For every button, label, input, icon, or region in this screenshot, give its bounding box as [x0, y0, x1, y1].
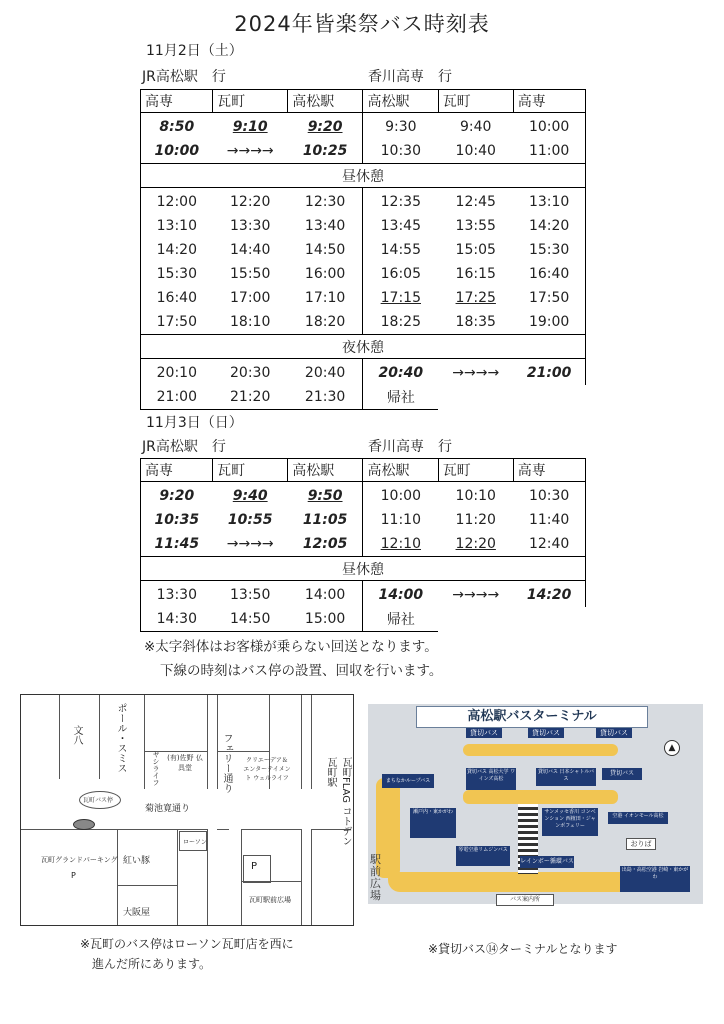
time-cell: 13:10: [141, 214, 213, 238]
map-kawaramachi-station: 瓦町FLAG コトデン瓦町駅: [325, 757, 351, 847]
time-cell: 11:20: [455, 512, 496, 528]
time-cell: 14:30: [141, 607, 213, 632]
time-cell: 13:50: [230, 587, 271, 603]
stop-label-11: 貸切バス 日本シャトルバス: [536, 768, 596, 786]
stop-label-3: 琴電空港リムジンバス: [456, 846, 510, 866]
time-cell: 19:00: [513, 310, 585, 335]
time-cell: 17:15: [380, 290, 421, 306]
time-cell: 21:00: [513, 359, 585, 386]
time-cell: 17:25: [455, 290, 496, 306]
north-arrow-icon: ▲: [664, 740, 680, 756]
time-cell: 10:40: [455, 143, 496, 159]
time-cell: 12:10: [380, 536, 421, 552]
time-cell: 16:05: [380, 266, 421, 282]
terminal-title: 高松駅バスターミナル: [416, 706, 648, 728]
table-row: [141, 581, 586, 608]
time-cell: 14:50: [288, 238, 363, 262]
map-osakaya: 大阪屋: [123, 908, 151, 918]
time-cell: 12:05: [288, 532, 363, 557]
day2-timetable: [140, 458, 586, 632]
time-cell: 10:10: [455, 488, 496, 504]
note-bold-italic: ※太字斜体はお客様が乗らない回送となります。: [144, 639, 438, 655]
kawaramachi-map: [20, 694, 354, 926]
time-cell: 12:35: [380, 194, 421, 210]
time-cell: 14:20: [141, 238, 213, 262]
table-row: [141, 532, 586, 557]
time-cell: 13:10: [513, 188, 585, 215]
time-cell: 17:00: [230, 290, 271, 306]
time-cell: 帰社: [363, 607, 438, 632]
header-cell: 瓦町: [213, 90, 288, 113]
time-cell: →→→→: [226, 143, 274, 159]
kashikiri-label-14: 貸切バス: [528, 728, 564, 738]
time-cell: 10:00: [513, 113, 585, 140]
time-cell: 14:20: [513, 581, 585, 608]
time-cell: 11:10: [380, 512, 421, 528]
time-cell: 帰社: [363, 385, 438, 410]
header-cell: 高専: [513, 90, 585, 113]
time-cell: 20:10: [141, 359, 213, 386]
time-cell: 12:40: [513, 532, 585, 557]
time-cell: 10:25: [288, 139, 363, 164]
time-cell: 15:00: [288, 607, 363, 632]
time-cell: 13:30: [230, 218, 271, 234]
time-cell: [513, 607, 585, 632]
day1-dest-right: 香川高専 行: [368, 69, 452, 85]
map-sano: (有)佐野 仏具堂: [167, 754, 203, 772]
map-akai-buta: 紅い豚: [123, 856, 151, 866]
day1-dest-left: JR高松駅 行: [142, 69, 226, 85]
time-cell: 14:50: [213, 607, 288, 632]
break-label: 夜休憩: [141, 335, 586, 359]
time-cell: 18:35: [455, 314, 496, 330]
time-cell: 9:40: [232, 488, 268, 504]
time-cell: 12:20: [230, 194, 271, 210]
stop-label-12: 貸切バス: [602, 768, 642, 780]
time-cell: 10:30: [513, 482, 585, 509]
header-cell: 瓦町: [438, 459, 513, 482]
header-cell: 高松駅: [288, 90, 363, 113]
time-cell: →→→→: [452, 587, 500, 603]
time-cell: 18:10: [230, 314, 271, 330]
table-row: [141, 508, 586, 532]
time-cell: 10:30: [380, 143, 421, 159]
map-kikuchi-street: 菊池寛通り: [145, 804, 191, 814]
time-cell: 10:00: [380, 488, 421, 504]
stop-label-9: 空港 イオンモール高松: [608, 812, 668, 824]
time-cell: 15:50: [230, 266, 271, 282]
time-cell: 9:10: [232, 119, 268, 135]
header-cell: 瓦町: [438, 90, 513, 113]
day2-date: 11月3日（日）: [146, 415, 243, 431]
time-cell: 13:40: [288, 214, 363, 238]
table-row: [141, 607, 586, 632]
day1-date: 11月2日（土）: [146, 43, 243, 59]
stop-label-7: 瀬戸内・東かがわ: [410, 808, 456, 838]
time-cell: 9:30: [385, 119, 417, 135]
stop-label-4: レインボー循環バス: [520, 856, 574, 868]
time-cell: 12:00: [141, 188, 213, 215]
time-cell: [513, 385, 585, 410]
map-lawson: ローソン: [183, 839, 207, 846]
bus-stop-marker-icon: [73, 819, 95, 830]
time-cell: 16:40: [513, 262, 585, 286]
map-grand-parking: 瓦町グランドパーキング: [41, 856, 118, 864]
time-cell: 12:45: [455, 194, 496, 210]
time-cell: 20:30: [230, 365, 271, 381]
map-station-square: 瓦町駅前広場: [249, 896, 291, 904]
map-parking-p1: P: [71, 871, 76, 880]
time-cell: 13:45: [380, 218, 421, 234]
time-cell: 15:05: [455, 242, 496, 258]
time-cell: 18:25: [380, 314, 421, 330]
time-cell: 13:55: [455, 218, 496, 234]
time-cell: 21:20: [213, 385, 288, 410]
time-cell: 10:35: [141, 508, 213, 532]
day2-dest-left: JR高松駅 行: [142, 439, 226, 455]
map-left-note2: 進んだ所にあります。: [92, 957, 212, 971]
stop-label-10: 貸切バス 高松大学 ワインズ高松: [466, 768, 516, 790]
table-row: [141, 385, 586, 410]
header-cell: 高松駅: [363, 459, 438, 482]
stop-label-8: サンメッセ香川 コンベンション 西植田・ジャンボフェリー: [542, 808, 598, 836]
header-cell: 高専: [141, 459, 213, 482]
time-cell: 20:40: [378, 365, 424, 381]
note-underline: 下線の時刻はバス停の設置、回収を行います。: [160, 663, 443, 679]
time-cell: 16:15: [455, 266, 496, 282]
map-right-note: ※貸切バス⑭ターミナルとなります: [428, 942, 618, 956]
ekimae-label: 駅前広場: [370, 853, 381, 902]
time-cell: 17:50: [513, 286, 585, 310]
map-left-note1: ※瓦町のバス停はローソン瓦町店を西に: [80, 937, 294, 951]
time-cell: 10:00: [141, 139, 213, 164]
time-cell: 15:30: [513, 238, 585, 262]
table-row: [141, 359, 586, 386]
time-cell: 14:40: [230, 242, 271, 258]
time-cell: 20:40: [288, 359, 363, 386]
header-cell: 高専: [513, 459, 585, 482]
map-busstop-label: 瓦町バス停: [83, 797, 114, 804]
table-row: [141, 139, 586, 164]
kashikiri-label-13: 貸切バス: [466, 728, 502, 738]
time-cell: 14:55: [380, 242, 421, 258]
table-row: [141, 482, 586, 509]
header-cell: 高松駅: [363, 90, 438, 113]
stop-label-1: まちなかループバス: [382, 774, 434, 788]
time-cell: 12:20: [455, 536, 496, 552]
time-cell: 14:00: [288, 581, 363, 608]
break-label: 昼休憩: [141, 557, 586, 581]
map-clear: クリエーデア＆ エンターテイメント ウェルライフ: [243, 757, 291, 782]
time-cell: 16:00: [288, 262, 363, 286]
time-cell: 18:20: [288, 310, 363, 335]
time-cell: [438, 607, 513, 632]
time-cell: 8:50: [141, 113, 213, 140]
header-cell: 高専: [141, 90, 213, 113]
map-paul-smith: ポール・スミス: [115, 703, 126, 773]
table-row: [141, 286, 586, 310]
time-cell: 12:30: [288, 188, 363, 215]
break-label: 昼休憩: [141, 164, 586, 188]
table-row: [141, 262, 586, 286]
time-cell: 11:40: [513, 508, 585, 532]
time-cell: 10:55: [227, 512, 273, 528]
time-cell: [438, 385, 513, 410]
day2-dest-right: 香川高専 行: [368, 439, 452, 455]
time-cell: 9:50: [288, 482, 363, 509]
annai-label: バス案内所: [496, 894, 554, 906]
table-row: [141, 113, 586, 140]
map-ferry-street: フェリー通り: [221, 733, 232, 793]
map-parking-p2: P: [251, 861, 258, 872]
time-cell: 13:30: [141, 581, 213, 608]
time-cell: 9:20: [141, 482, 213, 509]
time-cell: 11:05: [288, 508, 363, 532]
time-cell: 17:50: [141, 310, 213, 335]
day1-timetable: [140, 89, 586, 410]
map-bunpachi: 文八: [71, 725, 82, 745]
time-cell: 11:00: [513, 139, 585, 164]
time-cell: →→→→: [226, 536, 274, 552]
time-cell: 11:45: [141, 532, 213, 557]
table-row: [141, 214, 586, 238]
table-row: [141, 238, 586, 262]
table-row: [141, 310, 586, 335]
time-cell: 15:30: [141, 262, 213, 286]
takamatsu-terminal-map: [368, 704, 703, 904]
time-cell: 16:40: [141, 286, 213, 310]
table-row: [141, 188, 586, 215]
stop-label-5: 出島・高松空港 岩崎・東かがわ: [620, 866, 690, 892]
oriba-label: おりば: [626, 838, 656, 850]
map-yamanaka: ヤシライフ: [152, 751, 160, 786]
header-cell: 瓦町: [213, 459, 288, 482]
header-cell: 高松駅: [288, 459, 363, 482]
time-cell: 9:20: [288, 113, 363, 140]
time-cell: 21:30: [288, 385, 363, 410]
kashikiri-label-15: 貸切バス: [596, 728, 632, 738]
time-cell: →→→→: [452, 365, 500, 381]
time-cell: 14:00: [378, 587, 424, 603]
time-cell: 9:40: [460, 119, 492, 135]
page-title: 2024年皆楽祭バス時刻表: [234, 12, 490, 36]
time-cell: 21:00: [141, 385, 213, 410]
time-cell: 14:20: [513, 214, 585, 238]
time-cell: 17:10: [288, 286, 363, 310]
